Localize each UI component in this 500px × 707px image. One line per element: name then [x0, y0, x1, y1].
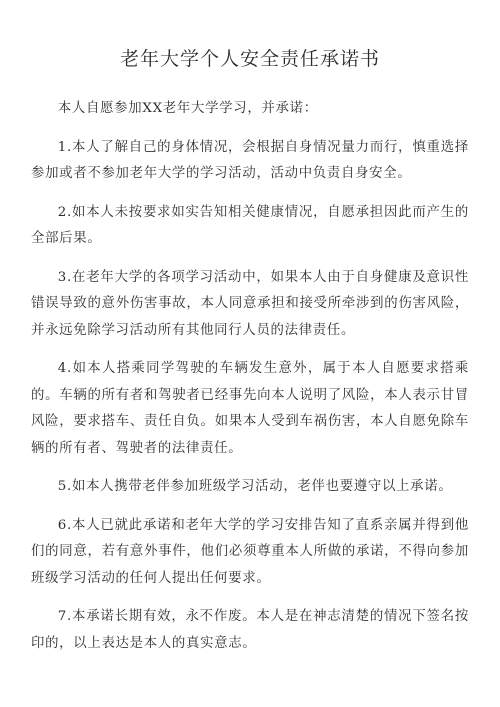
- intro-paragraph: 本人自愿参加XX老年大学学习，并承诺：: [57, 101, 318, 116]
- commitment-item-2: 2.如本人未按要求如实告知相关健康情况，自愿承担因此而产生的全部后果。: [31, 204, 469, 246]
- commitment-item-6: 6.本人已就此承诺和老年大学的学习安排告知了直系亲属并得到他们的同意，若有意外事件，他们必须尊重本人所做的承诺，不得向参加班级学习活动的任何人提出任何要求。: [31, 517, 469, 586]
- document-body: [31, 96, 469, 669]
- commitment-item-3: 3.在老年大学的各项学习活动中，如果本人由于自身健康及意识性错误导致的意外伤害事故，本人同意承担和接受所牵涉到的伤害风险，并永远免除学习活动所有其他同行人员的法律责任。: [31, 269, 469, 338]
- document-title: 老年大学个人安全责任承诺书: [119, 48, 380, 70]
- commitment-item-5: 5.如本人携带老伴参加班级学习活动，老伴也要遵守以上承诺。: [57, 479, 453, 494]
- commitment-item-7: 7.本承诺长期有效，永不作废。本人是在神志清楚的情况下签名按印的，以上表达是本人的真实意志。: [31, 609, 469, 651]
- commitment-item-1: 1.本人了解自己的身体情况，会根据自身情况量力而行，慎重选择参加或者不参加老年大学的学习活动，活动中负责自身安全。: [31, 139, 469, 181]
- commitment-item-4: 4.如本人搭乘同学驾驶的车辆发生意外，属于本人自愿要求搭乘的。车辆的所有者和驾驶者已经事先向本人说明了风险，本人表示甘冒风险，要求搭车、责任自负。如果本人受到车祸伤害，本人自愿免除车辆的所有者、驾驶者的法律责任。: [31, 361, 469, 456]
